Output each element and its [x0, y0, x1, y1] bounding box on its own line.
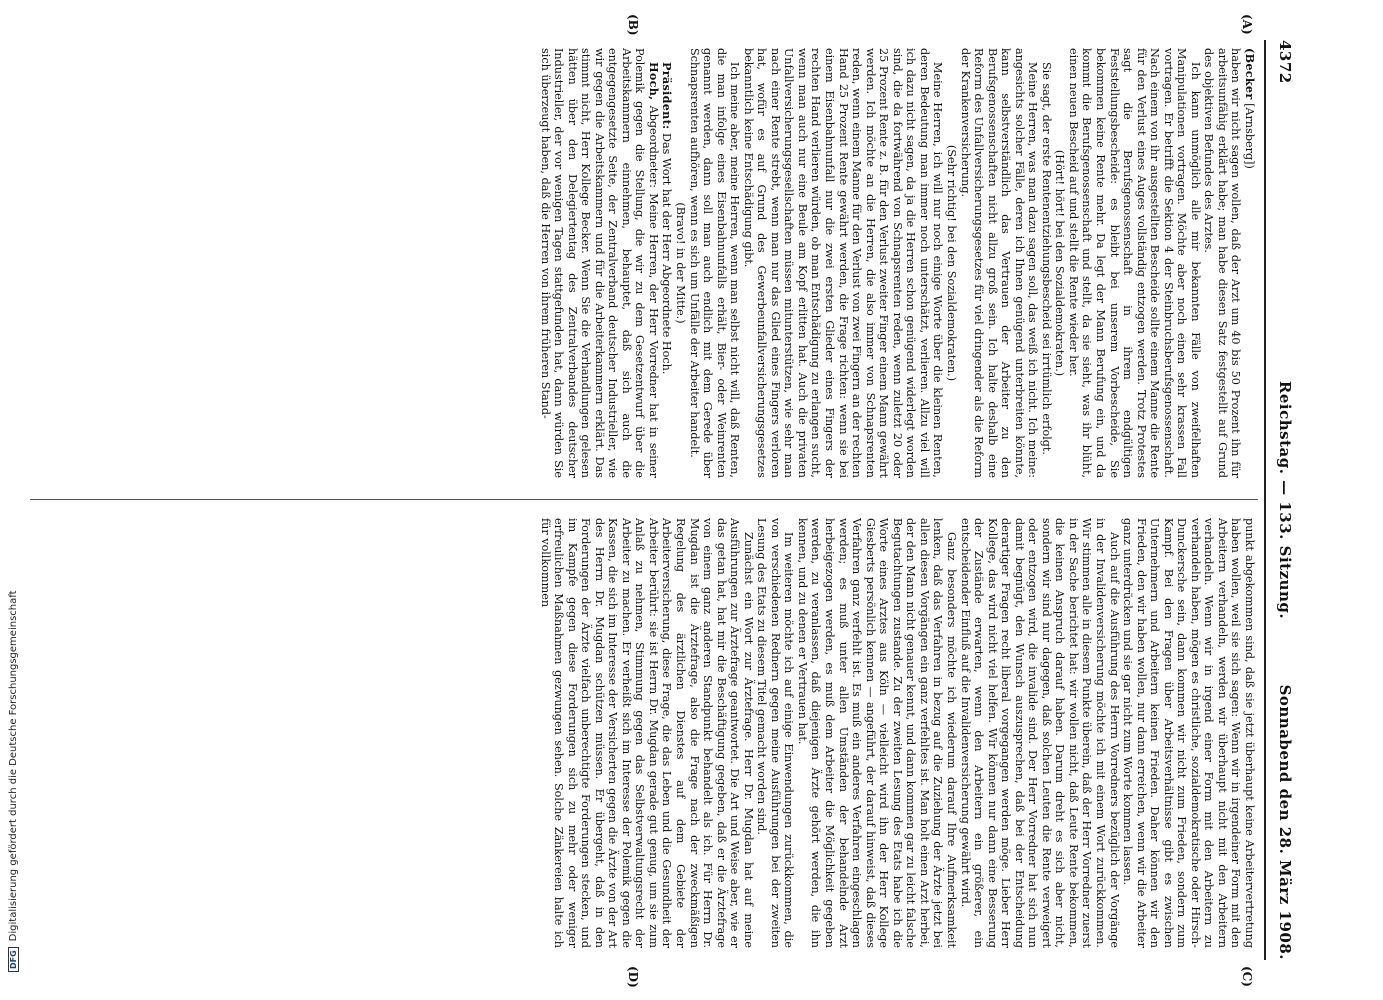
paragraph: Ich meine aber, meine Herren, wenn man selbst nicht will, daß Renten, die man infolge eines Eisenbahnunfalls erhält, Bier- oder Weinrenten genannt werden, dann soll man auch endlich mit dem Gerede über Schnapsrenten aufhören, wenn es sich um Unfälle der Arbeiter handelt.: [687, 48, 742, 478]
paragraph: Sie sagt, der erste Rentenentziehungsbescheid sei irrtümlich erfolgt.: [1039, 62, 1053, 455]
paragraph: Abgeordneter: Meine Herren, der Herr Vorredner hat in seiner Polemik gegen die Stellung, die wir zu dem Gesetzentwurf über die Arbeitskammern einnehmen, behauptet, daß sich auch die entgegengesetzte Seite, der Zentralverband deutscher Industrieller, wie wir gegen die Arbeitskammern und für die Arbeiterkammern erklärt. Das stimmt nicht, Herr Kollege Becker. Wenn Sie die Verhandlungen gelesen hätten über den Delegiertentag des Zentralverbandes deutscher Industrieller, der vor wenigen Tagen stattgefunden hat, dann würden Sie sich überzeugt haben, daß die Herren von ihrem früheren Stand-: [538, 48, 660, 479]
paragraph: Meine Herren, ich will nur noch einige Worte über die kleinen Renten, deren Bedeutung man immer noch unterschätzt, verlieren. Allzu viel will ich dazu nicht sagen, da ja die Herren schon genügend widerlegt worden sind, die da fortwährend von Schnapsrenten reden, wenn zuletzt 20 oder 25 Prozent Rente z. B. für den Verlust zweiter Finger einem Mann gewährt werden. Ich möchte an die Herren, die also immer von Schnapsrenten reden, wenn einem Manne für den Verlust von zwei Fingern an der rechten Hand 25 Prozent Rente gewährt werden, die Frage richten: wenn sie bei einem Eisenbahnunfall nur die zwei ersten Glieder eines Fingers der rechten Hand verlieren würden, ob man Entschädigung zu erlangen sucht, wenn man auch nur eine Beule am Kopf erlitten hat. Auch die privaten Unfallversicherungsgesellschaften müssen mitunterstützen, wie sehr man nach einer Rente strebt, wenn man nur das Glied eines Fingers verloren hat, wofür es auf Grund des Gewerbeunfallversicherungsgesetzes bekanntlich keine Entschädigung gibt.: [741, 48, 945, 478]
paragraph: Auch auf die Ausführung des Herrn Vorredners bezüglich der Vorgänge in der Invalidenversicherung möchte ich mit einem Wort zurückkommen. Wir stimmen alle in diesem Punkte überein, daß der Herr Vorredner zuerst in der Sache berichtet hat: wir wollen nicht, daß Leute Rente bekommen, die keinen Anspruch darauf haben. Darum dreht es sich aber nicht, sondern wir sind nur dagegen, daß solchen Leuten die Rente verweigert oder entzogen wird, die invalide sind. Der Herr Vorredner hat sich nun damit begnügt, den Wunsch auszusprechen, daß bei der Entscheidung derartiger Fragen recht liberal vorgegangen werden möge. Lieber Herr Kollege, das wird nicht viel helfen. Wir können nur dann eine Besserung der Zustände erwarten, wenn den Arbeitern ein größerer, ein entscheidender Einfluß auf die Invalidenversicherung gewährt wird.: [958, 518, 1121, 948]
speaker-name: (Becker: [1243, 48, 1257, 100]
paragraph: haben wir nicht sagen wollen, daß der Arzt um 40 bis 50 Prozent ihn für arbeitsunfähig erklärt habe; man habe diesen Satz festgestellt auf Grund des objektiven Befundes des Arztes.: [1202, 48, 1243, 478]
interjection: (Sehr richtig! bei den Sozialdemokraten.): [944, 144, 958, 382]
header-title: Reichstag. — 133. Sitzung.: [1276, 380, 1294, 620]
paragraph: Ganz besonders möchte ich wiederum darauf Ihre Aufmerksamkeit lenken, daß das Verfahren in bezug auf die Zuziehung der Ärzte jetzt bei allen diesen Vorgängen ein ganz verfehltes ist. Man holt einen Arzt herbei, der den Mann nicht genauer kennt, und dann kommen gar zu leicht falsche Begutachtungen zustande. Zu der zweiten Lesung des Etats habe ich die Worte eines Arztes aus Köln — vielleicht wird ihn der Herr Kollege Giesberts persönlich kennen — angeführt, der darauf hinweist, daß dieses Verfahren ganz verfehlt ist. Es muß ein anderes Verfahren eingeschlagen werden; es muß unter allen Umständen der behandelnde Arzt herbeigezogen werden, es muß dem Arbeiter die Möglichkeit gegeben werden, zu veranlassen, daß diejenigen Ärzte gehört werden, die ihn kennen, und zu denen er Vertrauen hat.: [795, 518, 958, 948]
paragraph: Meine Herren, was man dazu sagen soll, das weiß ich nicht. Ich meine: angesichts solcher Fälle, deren ich Ihnen genügend unterbreiten könnte, kann selbstverständlich das Vertrauen der Arbeiter zu den Berufsgenossenschaften nicht allzu groß sein. Ich halte deshalb eine Reform des Unfallversicherungsgesetzes für viel dringender als die Reform der Krankenversicherung.: [958, 48, 1040, 478]
paragraph: Zunächst ein Wort zur Ärztefrage. Herr Dr. Mugdan hat auf meine Ausführungen zur Ärztefrage geantwortet. Die Art und Weise aber, wie er das getan hat, hat mir die Beschäftigung gegeben, daß er die Ärztefrage von einem ganz anderen Standpunkt behandelt als ich. Für Herrn Dr. Mugdan ist die Ärztefrage, also die Frage nach der zweckmäßigen Regelung des ärztlichen Dienstes auf dem Gebiete der Arbeiterversicherung, diese Frage, die das Leben und die Gesundheit der Arbeiter berührt: sie ist Herrn Dr. Mugdan gerade gut genug, um sie zum Anlaß zu nehmen, Stimmung gegen das Selbstverwaltungsrecht der Arbeiter zu machen. Er verheißt sich im Interesse der Polemik gegen die Kassen, die sich im Interesse der Versicherten gegen die Ärzte von der Art des Herrn Dr. Mugdan schützen müssen. Er übergeht, daß in den Forderungen der Ärzte vielfach unberechtigte Forderungen stecken, und im Kampfe gegen diese Forderungen sich zu mehr oder weniger erfreulichen Maßnahmen gezwungen sehen. Solche Zänkereien halte ich für vollkommen: [538, 518, 755, 948]
paragraph: Ich kann unmöglich alle mir bekannten Fälle von zweifelhaften Manipulationen vortragen. Möchte aber noch einen sehr krassen Fall vortragen. Er betrifft die Sektion 4 der Steinbruchsberufsgenossenschaft. Nach einem von ihr ausgestellten Bescheide sollte einem Manne die Rente für den Verlust eines Auges vollständig entzogen werden. Trotz Protestes sagt die Berufsgenossenschaft in ihrem endgültigen Feststellungsbescheide: es bleibt bei unserem Vorbescheide, Sie bekommen keine Rente mehr. Da legt der Mann Berufung ein, und da kommt die Berufsgenossenschaft und stellt, da sie sieht, was ihr blüht, einen neuen Bescheid auf und stellt die Rente wieder her.: [1066, 48, 1202, 478]
footer-text: Digitalisierung gefördert durch die Deutsche Forschungsgemeinschaft: [7, 590, 19, 942]
column-divider: [30, 499, 1258, 500]
margin-letter-b: (B): [626, 14, 640, 36]
speaker-hoch: Hoch,: [646, 62, 661, 101]
president-line: [660, 48, 674, 478]
margin-letter-c: (C): [1240, 966, 1254, 987]
header-date: Sonnabend den 28. März 1908.: [1276, 684, 1294, 960]
page-header: [1268, 40, 1300, 960]
right-column: [538, 518, 1256, 948]
header-rule: [1264, 40, 1266, 960]
digitization-footer: [2, 0, 24, 1000]
interjection: (Bravo! in der Mitte.): [674, 202, 688, 324]
speaker-place: [Arnsberg]): [1243, 103, 1256, 169]
president-label: Präsident:: [660, 62, 675, 130]
president-text: Das Wort hat der Herr Abgeordnete Hoch.: [660, 133, 674, 375]
left-column: [538, 48, 1256, 478]
dfg-logo: DFG: [8, 947, 19, 972]
margin-letter-d: (D): [626, 966, 640, 988]
interjection: (Hört! hört! bei den Sozialdemokraten.): [1053, 149, 1067, 377]
paragraph: punkt abgekommen sind, daß sie jetzt überhaupt keine Arbeitervertretung haben wollen, weil sie sich sagen: Wenn wir in irgendeiner Form mit den Arbeitern verhandeln, werden wir überhaupt nicht mit den Arbeitern verhandeln. Wenn wir in irgend einer Form mit den Arbeitern zu verhandeln haben, mögen es christliche, sozialdemokratische oder Hirsch-Dunckersche sein, dann kommen wir nicht zum Frieden, sondern zum Kampf. Bei den Fragen über Arbeitsverhältnisse gibt es zwischen Unternehmern und Arbeitern keinen Frieden. Daher können wir den Frieden, den wir haben wollen, nur dann erreichen, wenn wir die Arbeiter ganz unterdrücken und sie gar nicht zum Worte kommen lassen.: [1121, 518, 1256, 948]
margin-letter-a: (A): [1240, 14, 1254, 35]
speaker-line: [1242, 48, 1256, 478]
page-number: 4372: [1276, 40, 1294, 84]
speech-start: [538, 48, 660, 478]
paragraph: Im weiteren möchte ich auf einige Einwendungen zurückkommen, die von verschiedenen Rednern gegen meine Ausführungen bei der zweiten Lesung des Etats zu diesem Titel gemacht worden sind.: [755, 518, 796, 948]
